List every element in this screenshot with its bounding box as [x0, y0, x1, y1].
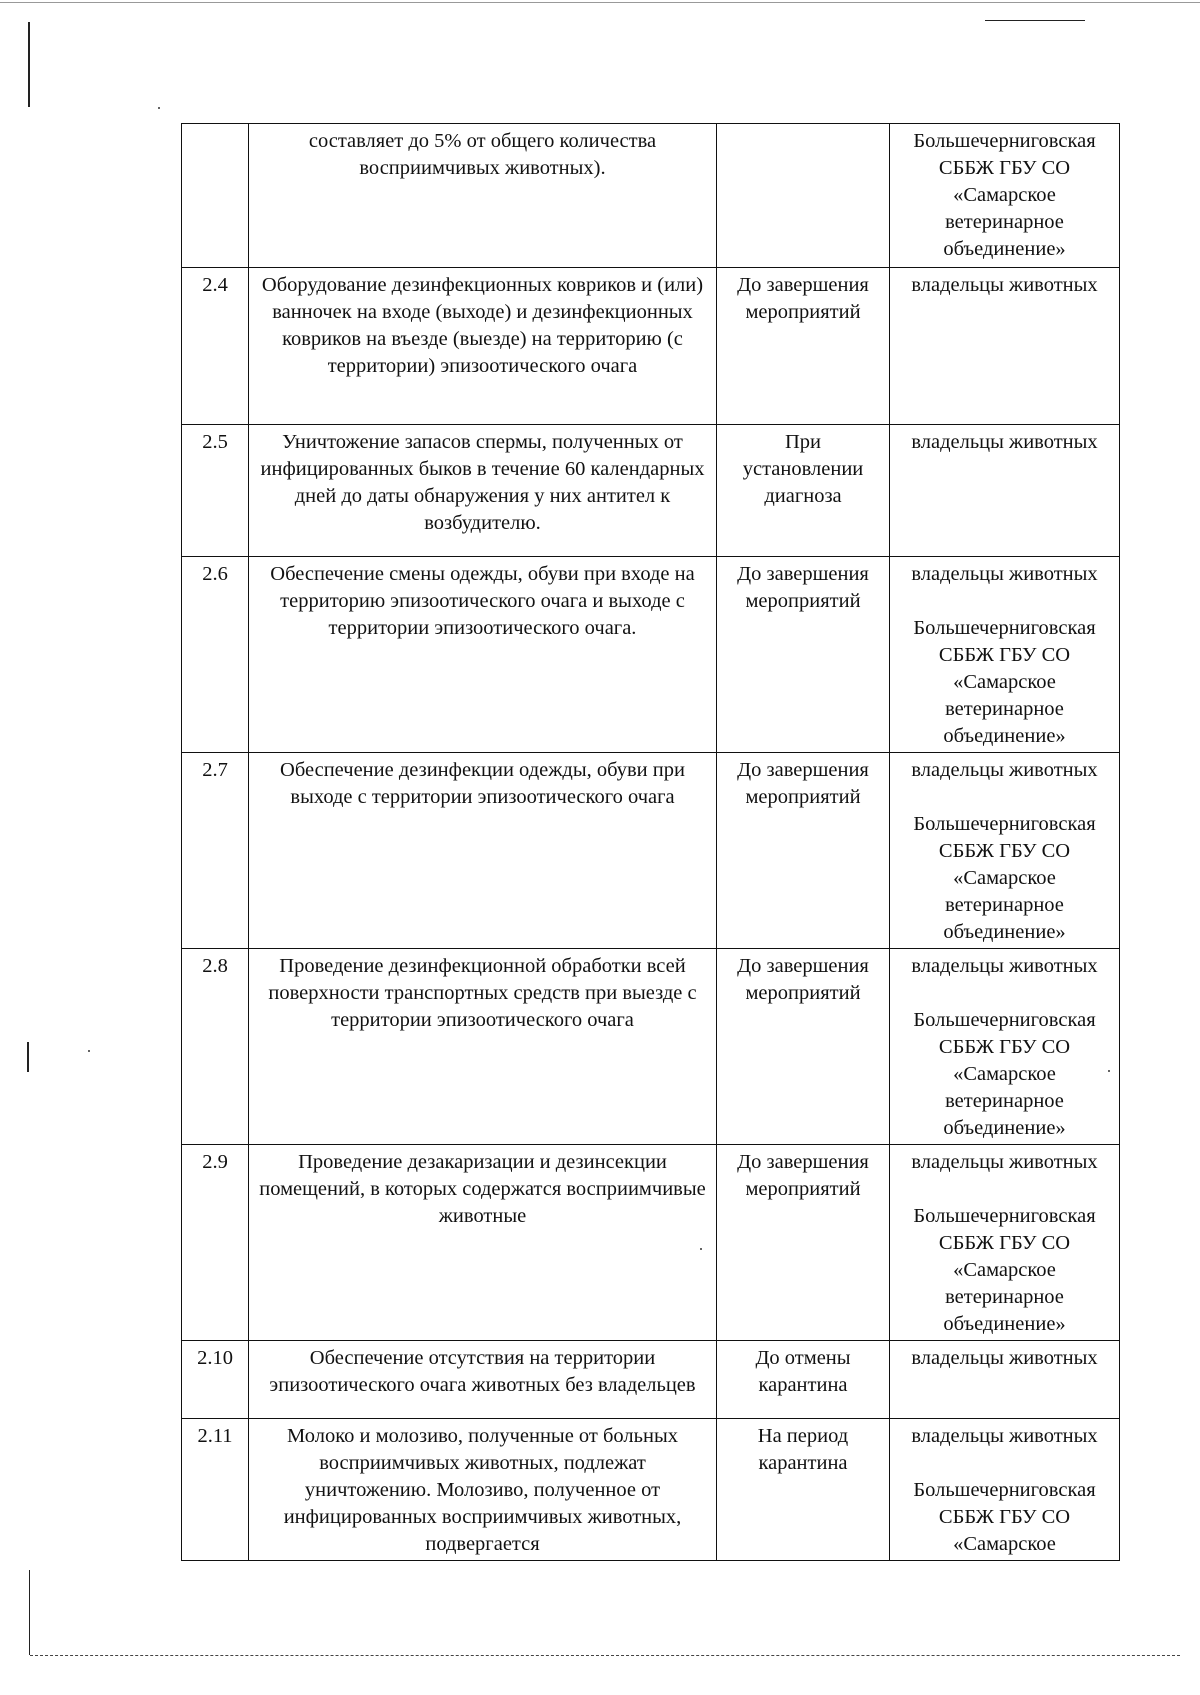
row-number: 2.4 [182, 268, 249, 425]
responsible-line: ветеринарное [945, 698, 1064, 720]
responsible-parties [890, 268, 1120, 425]
measure-deadline: До завершения мероприятий [717, 268, 890, 425]
measure-description: Обеспечение отсутствия на территории эпизоотического очага животных без владельцев [249, 1341, 717, 1419]
row-number: 2.9 [182, 1145, 249, 1341]
table-row [182, 1145, 1120, 1341]
spacer [896, 1450, 1113, 1477]
measure-description: Проведение дезакаризации и дезинсекции помещений, в которых содержатся восприимчивые животные [249, 1145, 717, 1341]
responsible-line: СББЖ ГБУ СО [938, 644, 1071, 666]
scan-mark-left-mid [27, 1042, 29, 1072]
scan-speck [158, 107, 160, 109]
measure-description: Проведение дезинфекционной обработки всей поверхности транспортных средств при выезде с территории эпизоотического очага [249, 949, 717, 1145]
responsible-line: Большечерниговская [913, 617, 1096, 639]
responsible-line: СББЖ ГБУ СО [938, 157, 1071, 179]
responsible-line: владельцы животных [911, 274, 1098, 296]
measure-deadline: На период карантина [717, 1419, 890, 1561]
responsible-parties [890, 753, 1120, 949]
scan-speck [88, 1050, 90, 1052]
row-number: 2.6 [182, 557, 249, 753]
measure-deadline: При установлении диагноза [717, 425, 890, 557]
responsible-line: «Самарское [953, 1259, 1056, 1281]
responsible-line: «Самарское [953, 184, 1056, 206]
responsible-line: ветеринарное [945, 894, 1064, 916]
table-row [182, 1419, 1120, 1561]
scan-mark-top-right [985, 20, 1085, 21]
responsible-line: СББЖ ГБУ СО [938, 1506, 1071, 1528]
spacer [896, 588, 1113, 615]
spacer [896, 1176, 1113, 1203]
row-number: 2.7 [182, 753, 249, 949]
measure-deadline: До завершения мероприятий [717, 1145, 890, 1341]
responsible-line: владельцы животных [911, 955, 1098, 977]
responsible-line: СББЖ ГБУ СО [938, 1036, 1071, 1058]
table-row [182, 1341, 1120, 1419]
measures-table [181, 123, 1120, 1561]
responsible-line: Большечерниговская [913, 1205, 1096, 1227]
responsible-parties [890, 557, 1120, 753]
responsible-line: ветеринарное [945, 1286, 1064, 1308]
measure-deadline [717, 124, 890, 268]
responsible-line: владельцы животных [911, 563, 1098, 585]
responsible-line: ветеринарное [945, 1090, 1064, 1112]
responsible-line: «Самарское [953, 867, 1056, 889]
row-number: 2.8 [182, 949, 249, 1145]
measure-deadline: До завершения мероприятий [717, 557, 890, 753]
row-number: 2.5 [182, 425, 249, 557]
responsible-line: владельцы животных [911, 1425, 1098, 1447]
measures-table-body [182, 124, 1120, 1561]
scan-mark-left-top [28, 22, 30, 107]
responsible-parties [890, 1419, 1120, 1561]
responsible-parties [890, 949, 1120, 1145]
responsible-line: ветеринарное [945, 211, 1064, 233]
responsible-parties [890, 1341, 1120, 1419]
responsible-line: объединение» [943, 921, 1066, 943]
spacer [896, 784, 1113, 811]
responsible-line: «Самарское [953, 1533, 1056, 1555]
table-row [182, 949, 1120, 1145]
responsible-line: Большечерниговская [913, 1479, 1096, 1501]
responsible-parties [890, 425, 1120, 557]
responsible-line: СББЖ ГБУ СО [938, 840, 1071, 862]
measure-description: Уничтожение запасов спермы, полученных от инфицированных быков в течение 60 календарных дней до даты обнаружения у них антител к возбудителю. [249, 425, 717, 557]
measure-deadline: До завершения мероприятий [717, 949, 890, 1145]
responsible-line: владельцы животных [911, 759, 1098, 781]
responsible-parties [890, 1145, 1120, 1341]
measure-description: Обеспечение дезинфекции одежды, обуви при выходе с территории эпизоотического очага [249, 753, 717, 949]
spacer [896, 980, 1113, 1007]
scan-edge-bottom [30, 1655, 1180, 1656]
table-row [182, 268, 1120, 425]
responsible-line: владельцы животных [911, 431, 1098, 453]
scan-edge-top [0, 2, 1200, 3]
responsible-line: СББЖ ГБУ СО [938, 1232, 1071, 1254]
responsible-line: Большечерниговская [913, 130, 1096, 152]
responsible-line: владельцы животных [911, 1151, 1098, 1173]
row-number [182, 124, 249, 268]
table-row [182, 753, 1120, 949]
responsible-line: объединение» [943, 1117, 1066, 1139]
row-number: 2.11 [182, 1419, 249, 1561]
responsible-line: «Самарское [953, 671, 1056, 693]
measure-deadline: До отмены карантина [717, 1341, 890, 1419]
measure-description: Обеспечение смены одежды, обуви при входе на территорию эпизоотического очага и выходе с территории эпизоотического очага. [249, 557, 717, 753]
responsible-line: «Самарское [953, 1063, 1056, 1085]
scan-mark-left-bottom [29, 1570, 30, 1655]
measure-deadline: До завершения мероприятий [717, 753, 890, 949]
responsible-line: Большечерниговская [913, 813, 1096, 835]
table-row [182, 124, 1120, 268]
table-row [182, 425, 1120, 557]
responsible-line: объединение» [943, 1313, 1066, 1335]
measure-description: составляет до 5% от общего количества восприимчивых животных). [249, 124, 717, 268]
responsible-line: Большечерниговская [913, 1009, 1096, 1031]
table-row [182, 557, 1120, 753]
responsible-line: объединение» [943, 725, 1066, 747]
measure-description: Молоко и молозиво, полученные от больных восприимчивых животных, подлежат уничтожению. Молозиво, полученное от инфицированных восприимчивых животных, подвергается [249, 1419, 717, 1561]
responsible-line: владельцы животных [911, 1347, 1098, 1369]
responsible-parties [890, 124, 1120, 268]
row-number: 2.10 [182, 1341, 249, 1419]
responsible-line: объединение» [943, 238, 1066, 260]
measure-description: Оборудование дезинфекционных ковриков и (или) ванночек на входе (выходе) и дезинфекционных ковриков на въезде (выезде) на территорию (с территории) эпизоотического очага [249, 268, 717, 425]
